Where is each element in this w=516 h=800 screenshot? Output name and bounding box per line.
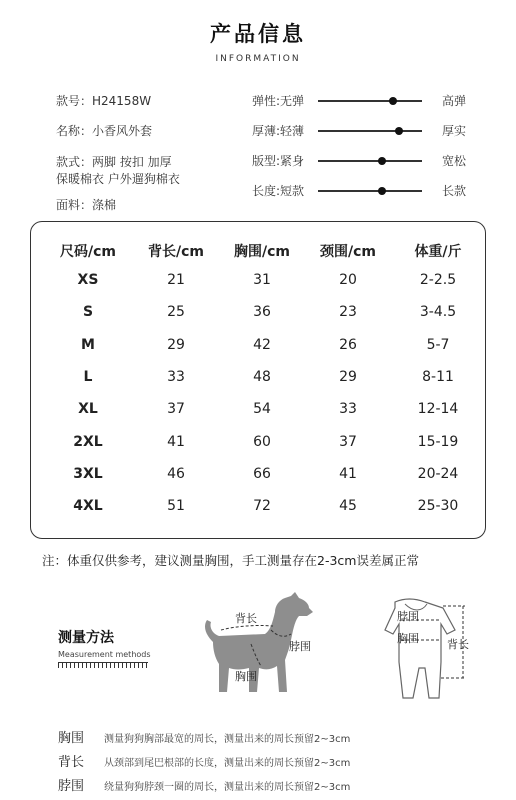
dog-label-back: 背长 (235, 612, 257, 625)
legend-term: 脖围 (58, 779, 85, 794)
dog-illustration (195, 590, 325, 705)
table-size-cell: M (81, 336, 95, 353)
legend-neck (58, 775, 498, 795)
method-subtitle: Measurement methods (58, 650, 151, 659)
table-size-cell: 3XL (73, 465, 103, 482)
legend-chest (58, 727, 498, 747)
slider-dot (389, 97, 397, 105)
table-cell: 46 (167, 465, 185, 482)
table-cell: 26 (339, 336, 357, 353)
page-title: 产品信息 (210, 22, 306, 46)
slider-label: 厚薄:轻薄 (252, 124, 305, 138)
table-cell: 25 (167, 304, 185, 321)
table-size-cell: XS (77, 272, 99, 288)
table-cell: 29 (167, 336, 185, 353)
table-cell: 41 (339, 465, 357, 482)
ruler-decoration (58, 662, 148, 671)
slider-track (318, 130, 422, 132)
legend-back (58, 751, 498, 771)
table-cell: 5-7 (426, 336, 450, 353)
slider-end-label: 宽松 (442, 154, 467, 168)
table-cell: 3-4.5 (419, 304, 457, 321)
slider-dot (378, 187, 386, 195)
garment-label-chest: 胸围 (397, 632, 419, 645)
table-header-cell: 胸围/cm (234, 244, 290, 260)
table-header-cell: 颈围/cm (320, 244, 376, 260)
style-line-1: 款式：两脚 按扣 加厚 (56, 155, 172, 169)
table-cell: 48 (253, 368, 271, 385)
legend-desc: 测量狗狗胸部最宽的周长，测量出来的周长预留2~3cm (104, 734, 351, 745)
garment-label-back: 背长 (447, 638, 469, 651)
style-line-2: 保暖棉衣 户外遛狗棉衣 (56, 172, 180, 186)
product-name: 名称：小香风外套 (56, 124, 153, 138)
table-cell: 36 (253, 304, 271, 321)
table-cell: 60 (253, 433, 271, 450)
slider-dot (395, 127, 403, 135)
slider-track (318, 160, 422, 162)
method-title: 测量方法 (58, 630, 114, 646)
slider-thickness (252, 122, 472, 140)
model-number: 款号：H24158W (56, 94, 152, 108)
slider-elasticity (252, 92, 472, 110)
table-cell: 2-2.5 (419, 272, 457, 288)
table-cell: 51 (167, 498, 185, 515)
table-cell: 33 (339, 401, 357, 418)
dog-label-chest: 胸围 (235, 670, 257, 683)
slider-label: 弹性:无弹 (252, 94, 305, 108)
table-cell: 72 (253, 498, 271, 515)
table-cell: 20-24 (417, 465, 459, 482)
table-cell: 37 (167, 401, 185, 418)
measurement-note: 注：体重仅供参考，建议测量胸围，手工测量存在2-3cm误差属正常 (42, 553, 419, 568)
table-size-cell: XL (78, 401, 98, 418)
size-table (30, 221, 486, 539)
table-size-cell: 2XL (73, 433, 103, 450)
slider-end-label: 厚实 (442, 124, 467, 138)
table-cell: 54 (253, 401, 271, 418)
table-cell: 29 (339, 368, 357, 385)
table-cell: 66 (253, 465, 271, 482)
header (0, 18, 516, 64)
table-cell: 21 (167, 272, 185, 288)
table-header-cell: 体重/斤 (414, 244, 462, 260)
measurement-method-title (58, 627, 151, 671)
table-cell: 37 (339, 433, 357, 450)
table-cell: 42 (253, 336, 271, 353)
table-cell: 15-19 (417, 433, 459, 450)
table-cell: 41 (167, 433, 185, 450)
table-size-cell: S (82, 304, 94, 321)
slider-track (318, 100, 422, 102)
legend-term: 胸围 (58, 731, 85, 746)
legend-term: 背长 (58, 755, 85, 770)
table-header-cell: 尺码/cm (60, 244, 116, 260)
table-cell: 12-14 (417, 401, 459, 418)
table-cell: 45 (339, 498, 357, 515)
legend-desc: 从颈部到尾巴根部的长度，测量出来的周长预留2~3cm (104, 758, 351, 769)
table-cell: 25-30 (417, 498, 459, 515)
slider-track (318, 190, 422, 192)
table-size-cell: L (83, 368, 93, 385)
table-header-cell: 背长/cm (148, 244, 204, 260)
slider-end-label: 长款 (442, 184, 467, 198)
table-cell: 33 (167, 368, 185, 385)
slider-label: 版型:紧身 (252, 154, 305, 168)
garment-label-neck: 脖围 (397, 610, 419, 623)
table-size-cell: 4XL (73, 498, 103, 515)
page-subtitle: INFORMATION (215, 54, 301, 64)
table-cell: 31 (253, 272, 271, 288)
slider-length (252, 182, 472, 200)
dog-label-neck: 脖围 (289, 640, 311, 653)
slider-end-label: 高弹 (442, 94, 467, 108)
slider-dot (378, 157, 386, 165)
garment-illustration (355, 590, 485, 708)
table-cell: 20 (339, 272, 357, 288)
slider-fit (252, 152, 472, 170)
slider-label: 长度:短款 (252, 184, 305, 198)
table-cell: 23 (339, 304, 357, 321)
table-cell: 8-11 (422, 368, 454, 385)
fabric: 面料：涤棉 (56, 198, 117, 212)
legend-desc: 绕量狗狗脖颈一圈的周长，测量出来的周长预留2~3cm (104, 782, 351, 793)
